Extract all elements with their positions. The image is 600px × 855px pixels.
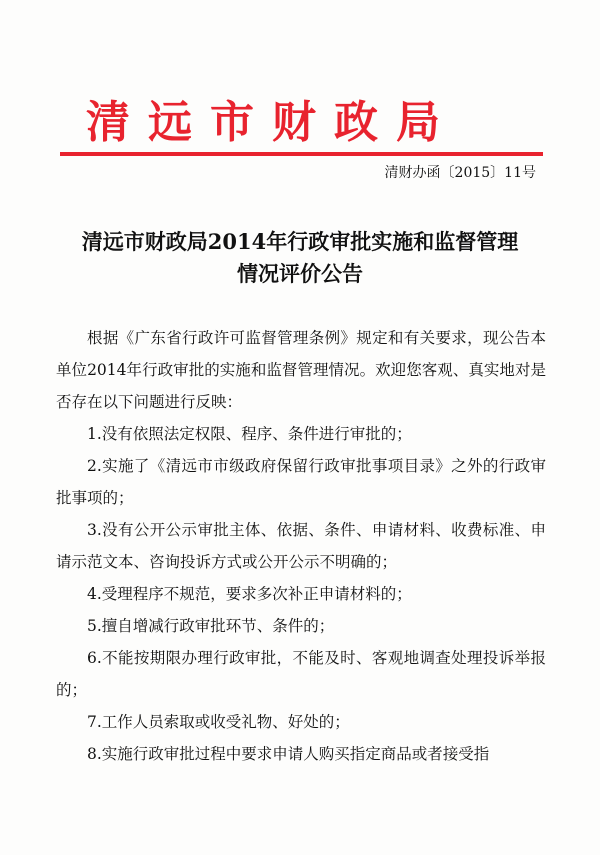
title-line-1: 清远市财政局2014年行政审批实施和监督管理 [81,229,519,254]
list-item: 3.没有公开公示审批主体、依据、条件、申请材料、收费标准、申请示范文本、咨询投诉方式或公开公示不明确的； [56,521,546,571]
list-item: 4.受理程序不规范，要求多次补正申请材料的； [87,585,412,603]
list-item: 7.工作人员索取或收受礼物、好处的； [87,713,350,731]
document-number: 清财办函〔2015〕11号 [384,165,536,181]
list-item: 1.没有依照法定权限、程序、条件进行审批的； [87,425,412,443]
list-item: 8.实施行政审批过程中要求申请人购买指定商品或者接受指 [87,745,490,763]
list-item: 2.实施了《清远市市级政府保留行政审批事项目录》之外的行政审批事项的； [56,457,546,507]
intro-paragraph: 根据《广东省行政许可监督管理条例》规定和有关要求，现公告本单位2014年行政审批的实施和监督管理情况。欢迎您客观、真实地对是否存在以下问题进行反映： [56,329,546,411]
title-line-2: 情况评价公告 [237,261,363,286]
document-title [40,226,560,290]
list-item: 5.擅自增减行政审批环节、条件的； [87,617,335,635]
letterhead-org-name: 清远市财政局 [86,97,458,148]
list-item: 6.不能按期限办理行政审批，不能及时、客观地调查处理投诉举报的； [56,649,546,699]
document-body [56,322,546,770]
letterhead-red-rule [60,152,543,156]
